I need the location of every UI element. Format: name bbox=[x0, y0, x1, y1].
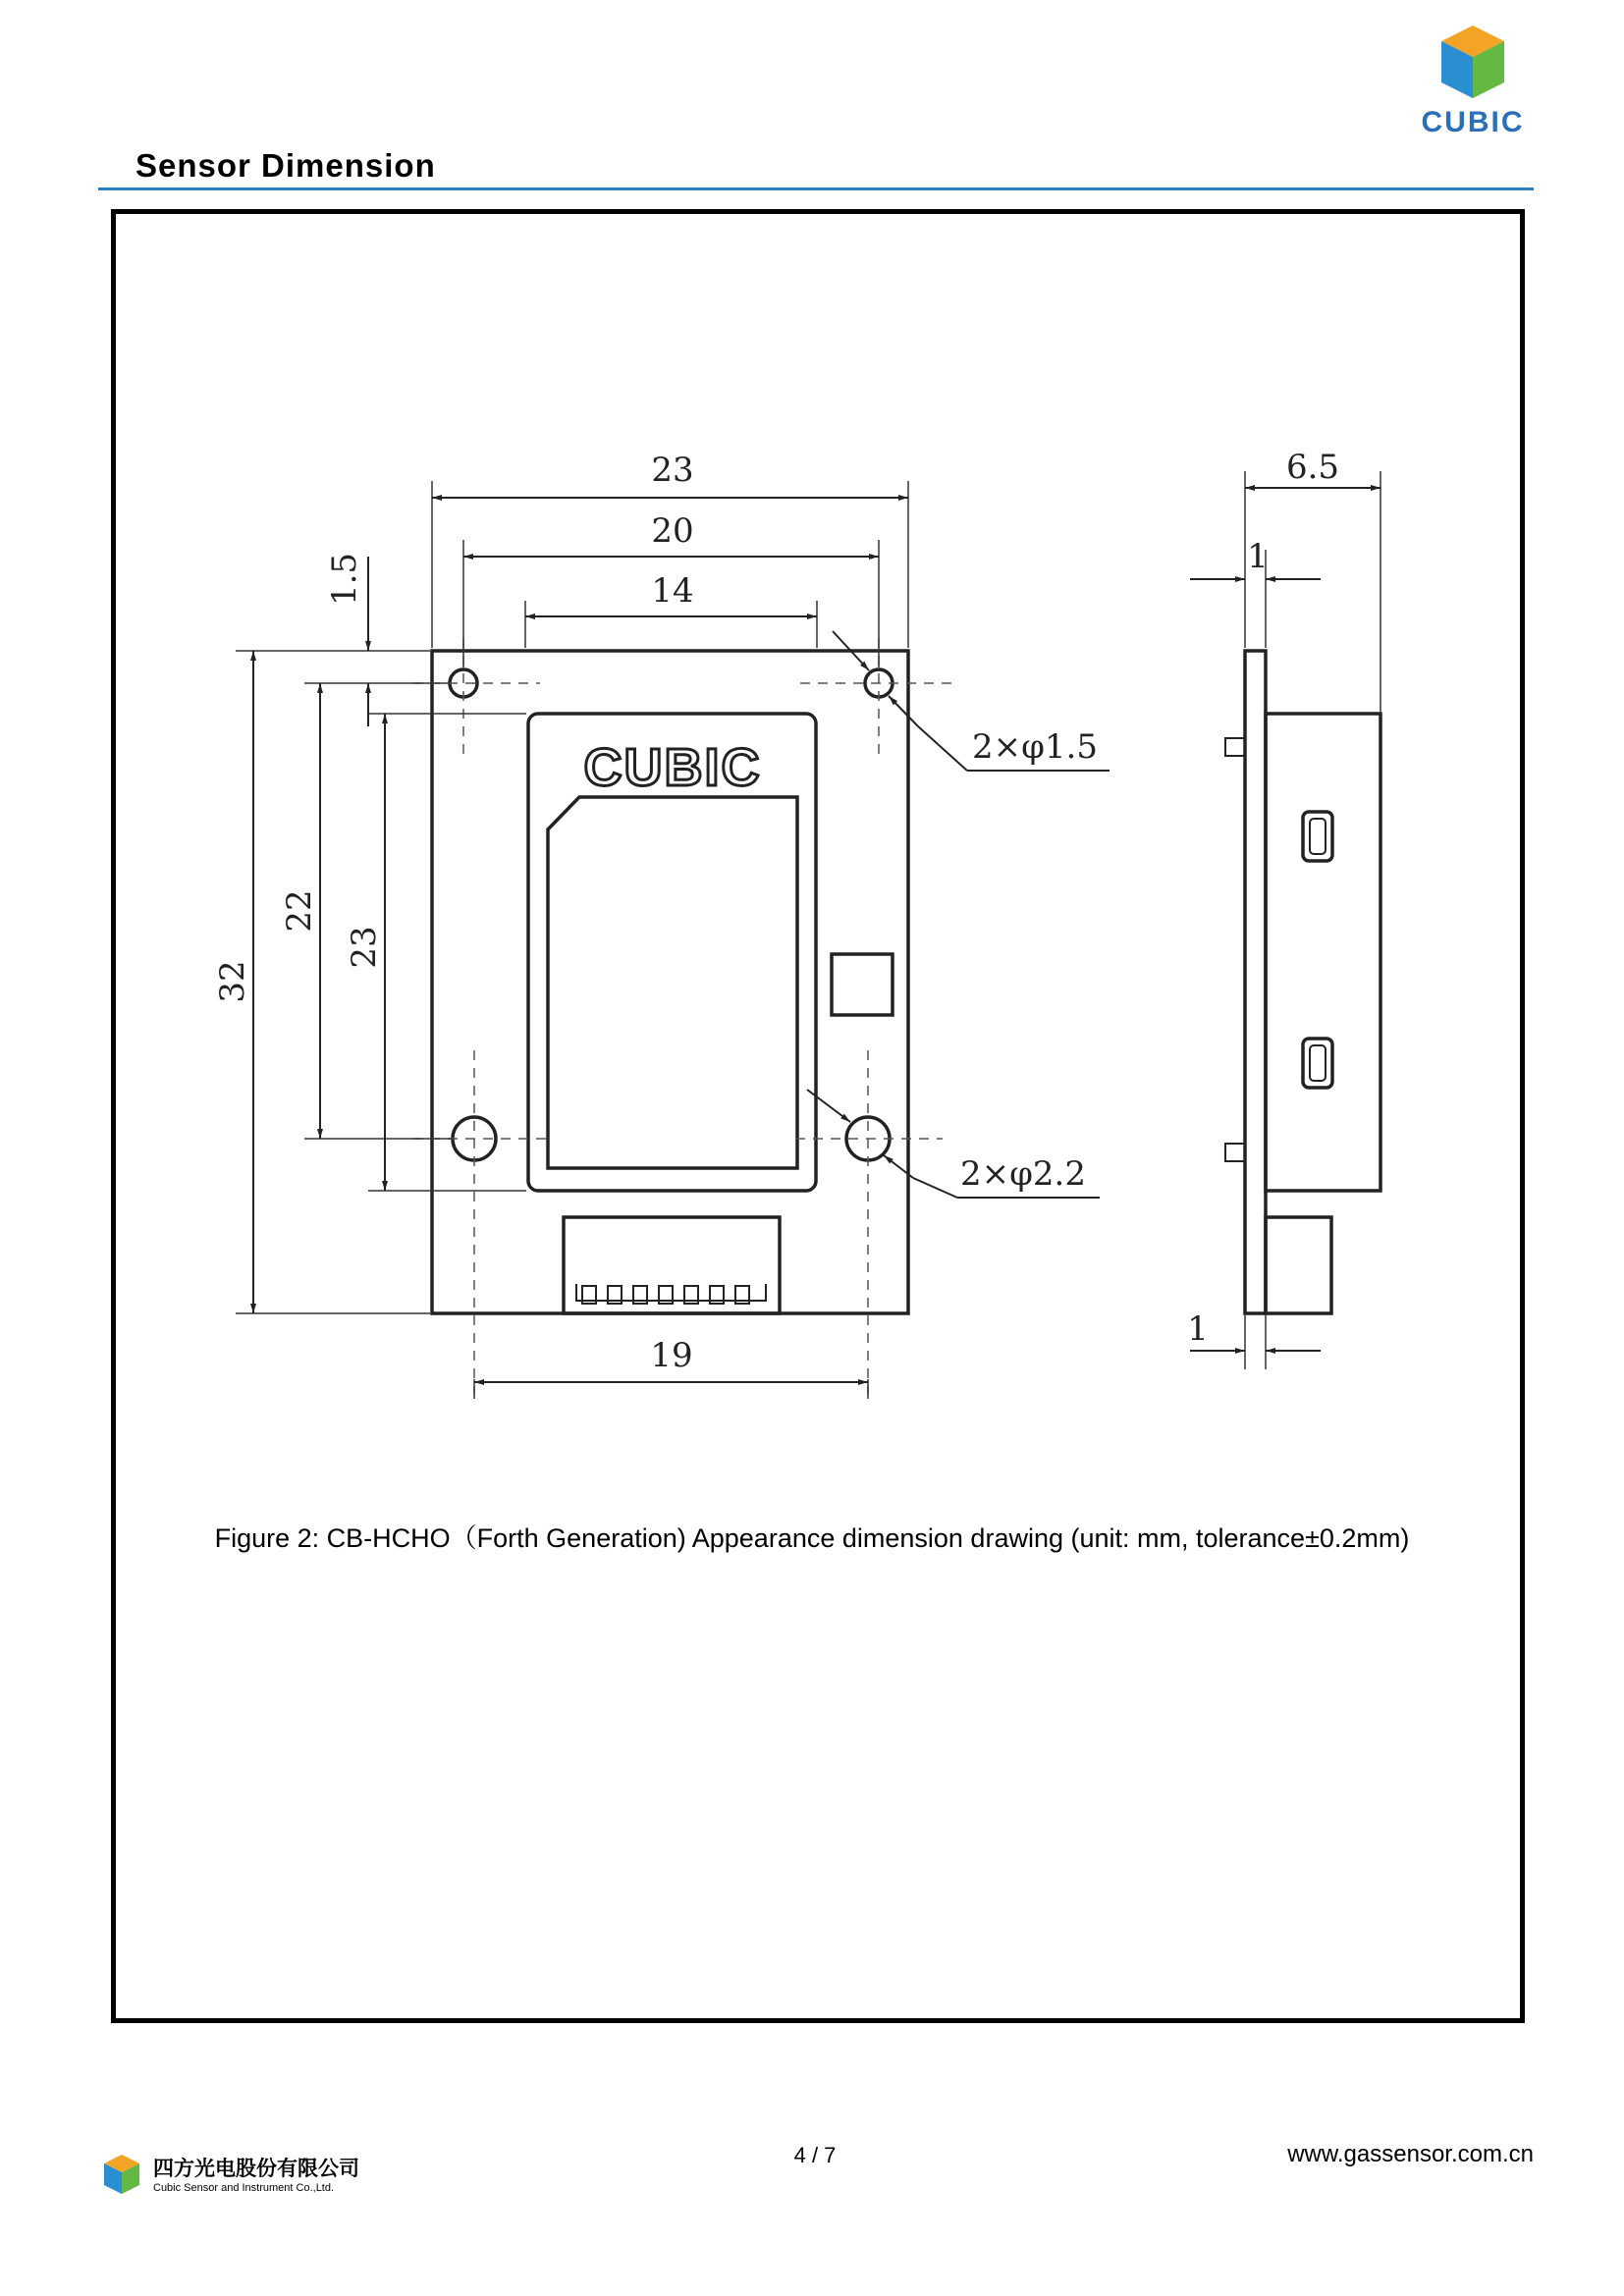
side-window-inner-top bbox=[1310, 819, 1326, 854]
side-connector bbox=[1266, 1217, 1331, 1313]
dim-label-1-bottom: 1 bbox=[1187, 1309, 1209, 1349]
side-pcb bbox=[1245, 651, 1266, 1313]
side-tab-top bbox=[1225, 738, 1245, 756]
dimension-drawing bbox=[196, 422, 1434, 1414]
side-tab-bottom bbox=[1225, 1144, 1245, 1161]
section-title: Sensor Dimension bbox=[135, 147, 436, 184]
side-view bbox=[1187, 448, 1380, 1369]
website-link[interactable]: www.gassensor.com.cn bbox=[1287, 2141, 1534, 2167]
cube-icon bbox=[1441, 26, 1504, 98]
dim-label-32: 32 bbox=[213, 960, 252, 1003]
leader-large-holes bbox=[807, 1090, 1100, 1198]
dim-label-22: 22 bbox=[280, 889, 319, 933]
connector bbox=[564, 1217, 780, 1313]
dim-label-6-5: 6.5 bbox=[1285, 448, 1340, 487]
dim-board-top bbox=[1190, 537, 1321, 648]
label-hole-large: 2×φ2.2 bbox=[960, 1154, 1086, 1194]
side-sensor-body bbox=[1266, 714, 1380, 1191]
dim-width-14 bbox=[525, 571, 817, 648]
label-hole-small: 2×φ1.5 bbox=[972, 727, 1098, 767]
sensor-window bbox=[548, 797, 797, 1168]
dim-label-1-top: 1 bbox=[1247, 537, 1269, 576]
dim-label-19: 19 bbox=[650, 1336, 693, 1375]
dim-board-bottom bbox=[1187, 1309, 1321, 1369]
board-logo: CUBIC bbox=[583, 738, 762, 797]
logo-wordmark: CUBIC bbox=[1421, 106, 1525, 138]
title-divider bbox=[98, 187, 1534, 190]
dim-label-23-top: 23 bbox=[651, 451, 694, 490]
front-view bbox=[213, 451, 1110, 1399]
dim-height-32 bbox=[213, 651, 430, 1313]
cubic-logo bbox=[1409, 22, 1537, 139]
figure-caption: Figure 2: CB-HCHO（Forth Generation) Appearance dimension drawing (unit: mm, tolerance±0.2mm) bbox=[214, 1523, 1410, 1553]
dim-label-14: 14 bbox=[651, 571, 694, 611]
dim-width-19 bbox=[474, 1336, 868, 1399]
page-number: 4 / 7 bbox=[793, 2143, 837, 2167]
dim-offset-1-5 bbox=[325, 553, 368, 726]
component-square bbox=[832, 954, 893, 1015]
dim-height-23 bbox=[345, 714, 526, 1191]
company-name-en: Cubic Sensor and Instrument Co.,Ltd. bbox=[153, 2182, 335, 2194]
dim-label-23-left: 23 bbox=[345, 926, 384, 969]
company-name-cn: 四方光电股份有限公司 bbox=[153, 2157, 359, 2180]
side-window-inner-bottom bbox=[1310, 1045, 1326, 1081]
footer-cube-icon bbox=[102, 2153, 141, 2196]
dim-height-22 bbox=[280, 683, 452, 1139]
dim-label-20: 20 bbox=[651, 511, 694, 551]
dim-label-1-5: 1.5 bbox=[325, 552, 364, 607]
